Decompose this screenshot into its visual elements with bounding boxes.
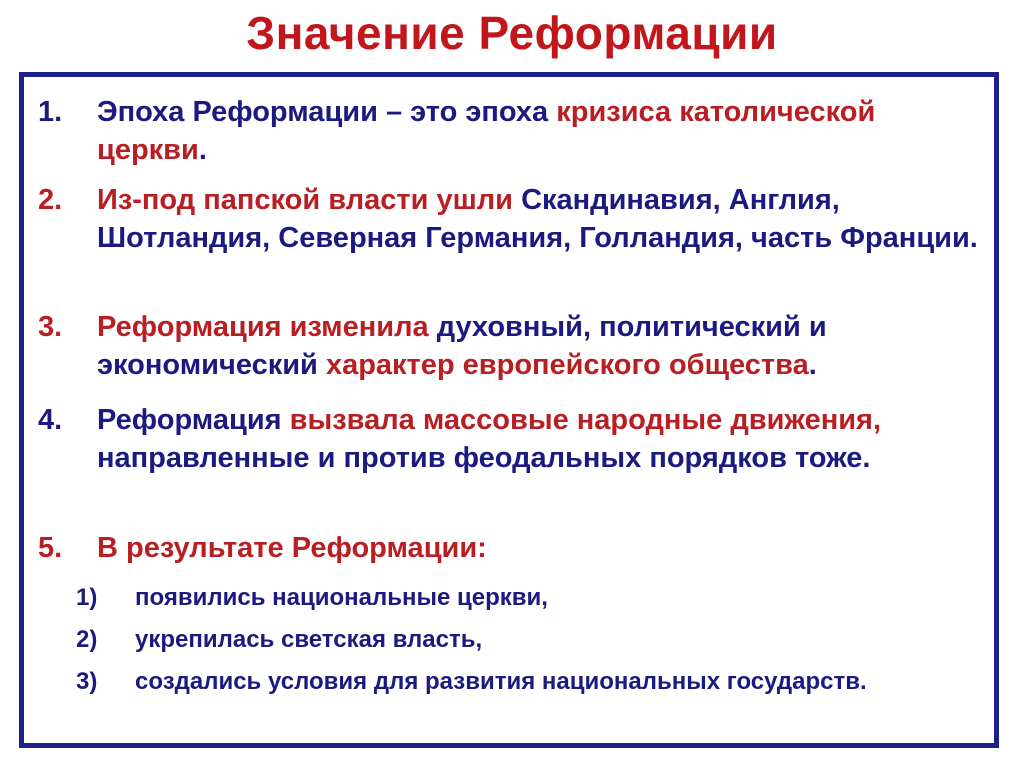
item-number: 4.: [38, 404, 63, 436]
sub-item-text: создались условия для развития национальных государств.: [135, 668, 867, 695]
item-number: 3.: [38, 311, 63, 343]
sub-item-text: появились национальные церкви,: [135, 584, 548, 611]
item-text-segment: Реформация: [97, 404, 290, 436]
item-text: [97, 401, 987, 477]
item-text-segment: Реформация изменила: [97, 311, 437, 343]
item-number: 2.: [38, 184, 63, 216]
item-text-segment: В результате Реформации:: [97, 532, 487, 564]
item-text-segment: .: [808, 349, 817, 381]
item-number: 1.: [38, 96, 63, 128]
item-text: [97, 181, 987, 257]
item-text-segment: Эпоха Реформации – это эпоха: [97, 96, 557, 128]
sub-item-number: 3): [76, 668, 98, 695]
sub-item-text: укрепилась светская власть,: [135, 626, 483, 653]
item-text-segment: вызвала массовые народные движения,: [289, 404, 882, 436]
item-number: 5.: [38, 532, 63, 564]
item-text-segment: направленные и против феодальных порядков тоже.: [97, 442, 871, 474]
item-text-segment: духовный, политический и экономический: [97, 311, 827, 381]
sub-item-number: 1): [76, 584, 98, 611]
item-text-segment: Из-под папской власти ушли: [97, 184, 522, 216]
item-text-segment: .: [198, 134, 207, 166]
item-text-segment: Скандинавия, Англия, Шотландия, Северная Германия, Голландия, часть Франции.: [97, 184, 978, 254]
item-text: [97, 308, 987, 384]
content-frame: [19, 72, 999, 748]
sub-item-number: 2): [76, 626, 98, 653]
item-text-segment: характер европейского общества: [325, 349, 809, 381]
slide-title: Значение Реформации: [246, 7, 778, 59]
item-text: [97, 93, 987, 169]
item-text: [97, 529, 987, 567]
item-text-segment: кризиса католической церкви: [97, 96, 876, 166]
